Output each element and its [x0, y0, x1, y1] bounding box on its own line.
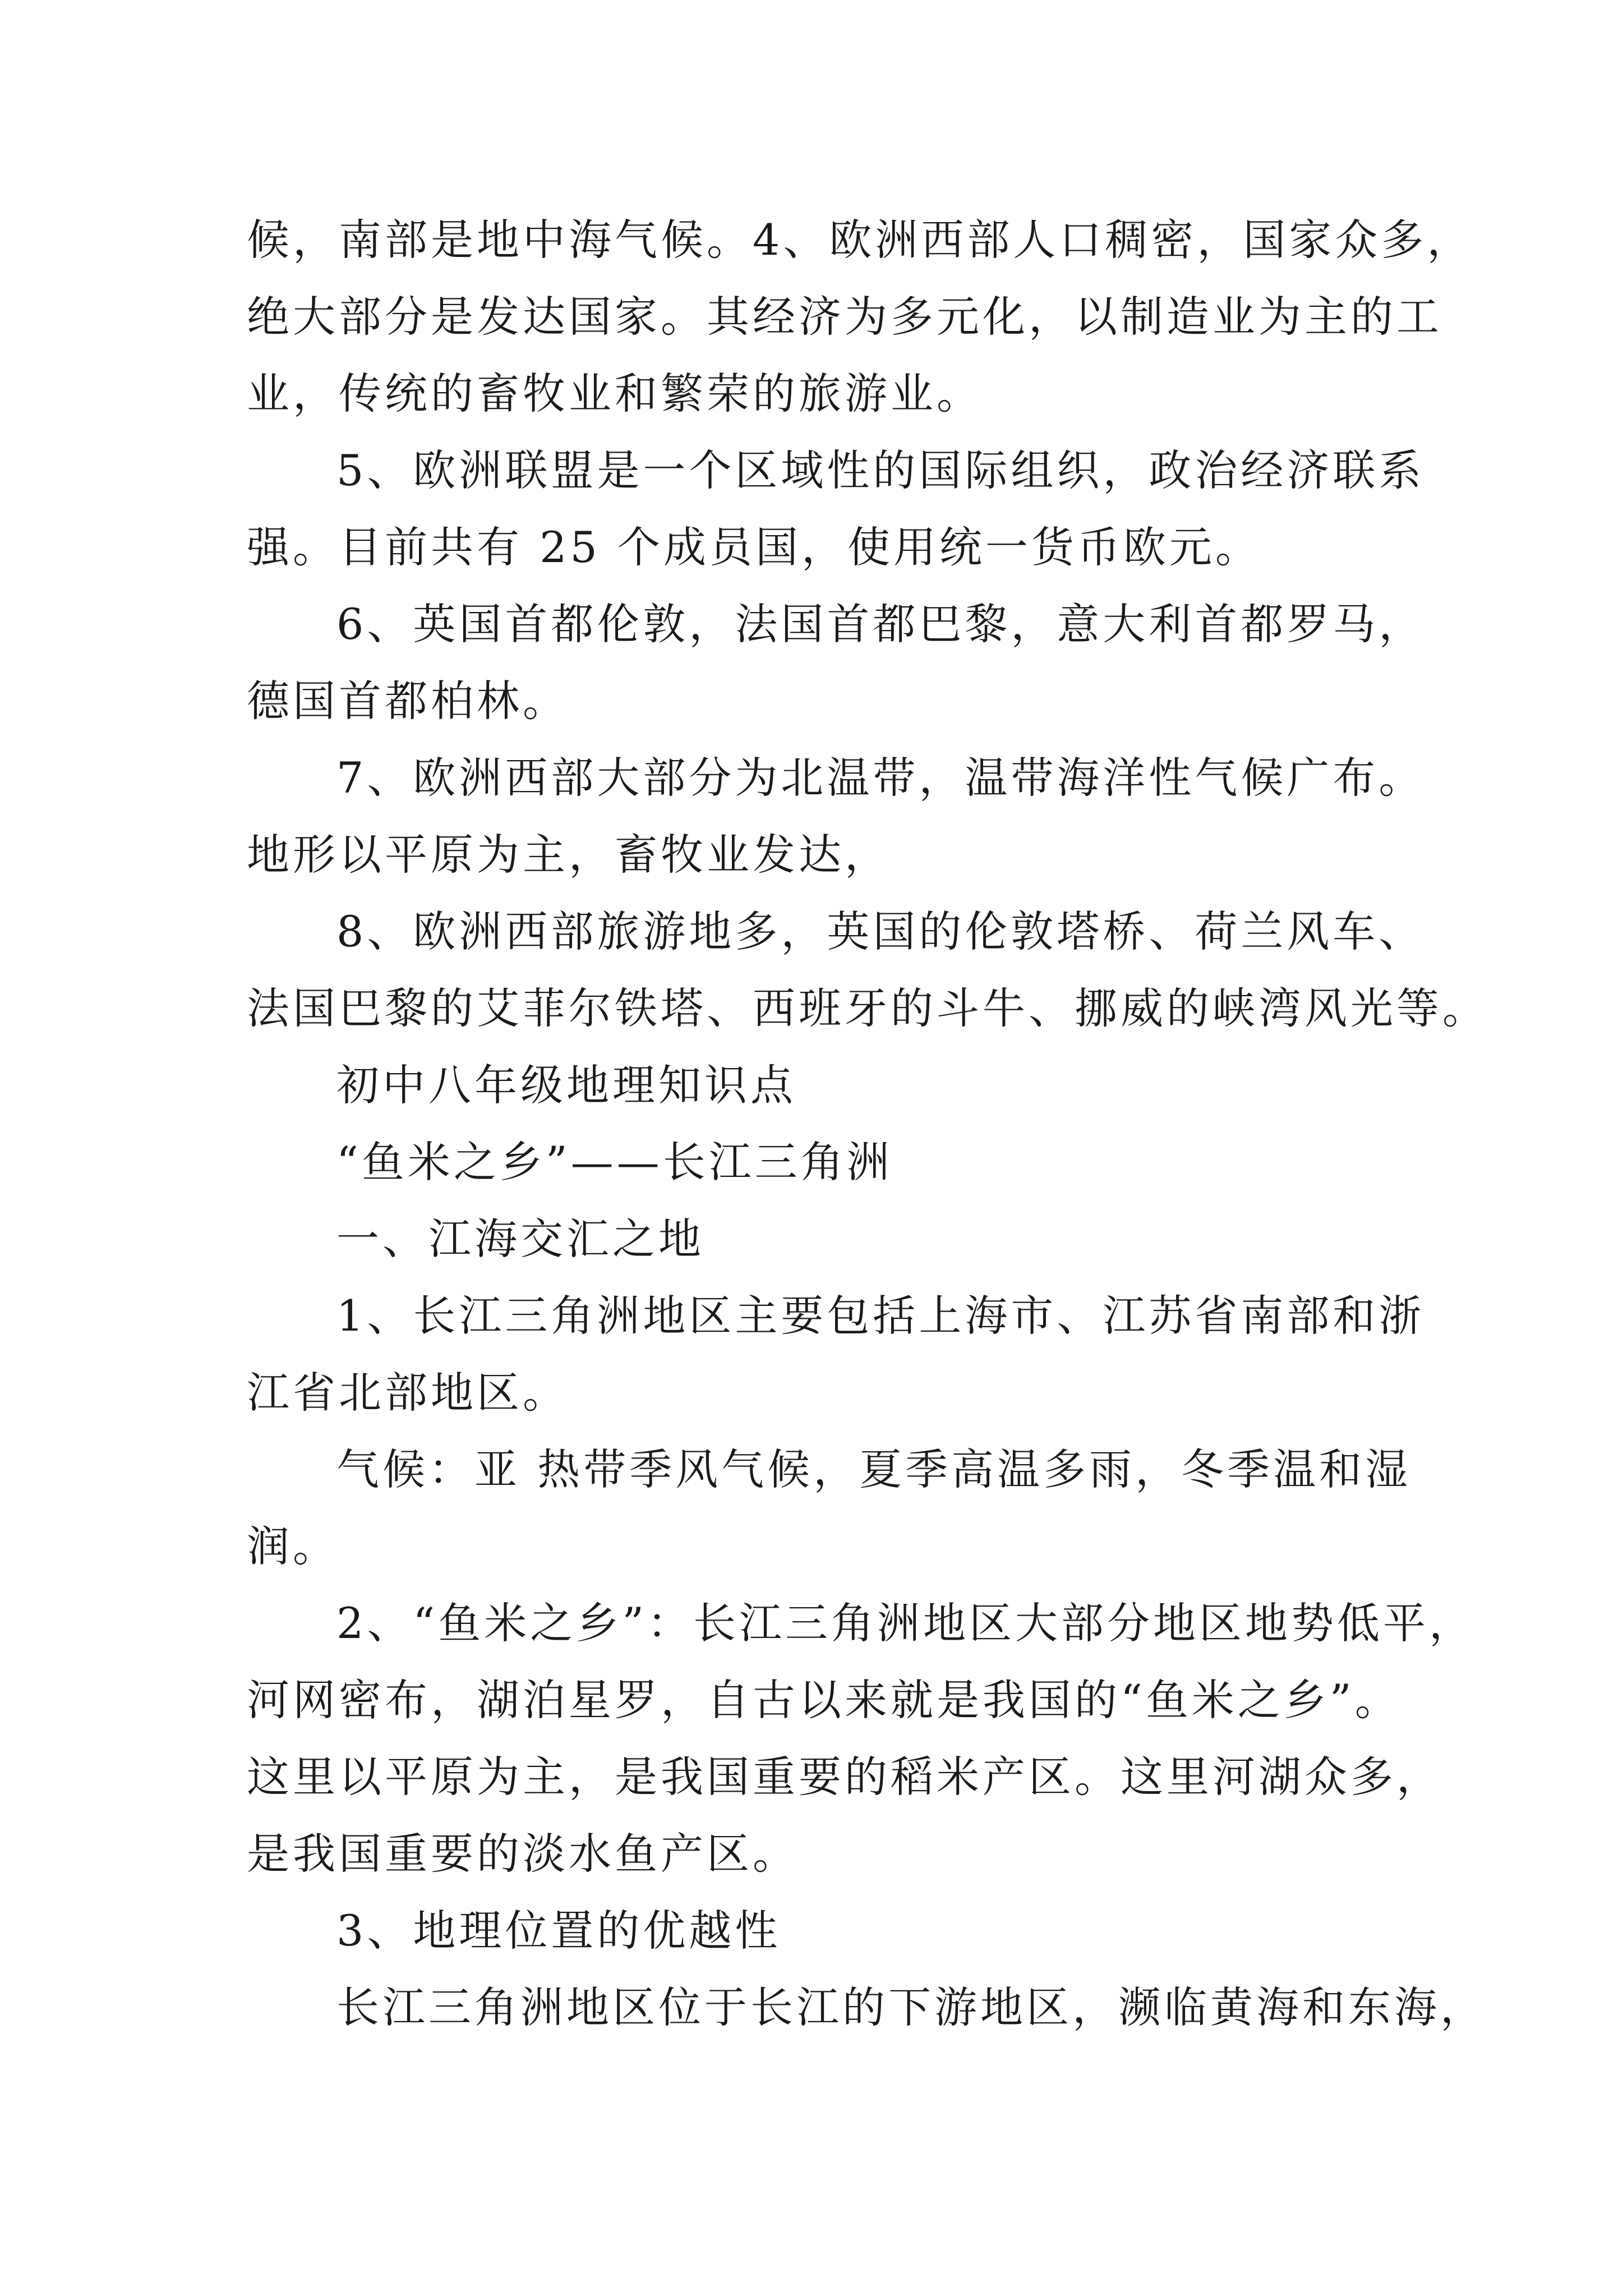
text-line: 江省北部地区。 — [247, 1368, 569, 1418]
text-line: 业，传统的畜牧业和繁荣的旅游业。 — [247, 369, 983, 418]
text-line: 这里以平原为主，是我国重要的稻米产区。这里河湖众多， — [247, 1752, 1442, 1802]
paragraph-first-line: 气候：亚 热带季风气候，夏季高温多雨，冬季温和湿 — [336, 1444, 1412, 1494]
text-line: 地形以平原为主，畜牧业发达， — [247, 830, 891, 880]
paragraph-first-line: 8、欧洲西部旅游地多，英国的伦敦塔桥、荷兰风车、 — [336, 907, 1425, 956]
paragraph-first-line: 6、英国首都伦敦，法国首都巴黎，意大利首都罗马， — [336, 599, 1425, 649]
paragraph-first-line: 2、“鱼米之乡”：长江三角洲地区大部分地区地势低平， — [336, 1598, 1476, 1648]
paragraph-first-line: 5、欧洲联盟是一个区域性的国际组织，政治经济联系 — [336, 445, 1425, 495]
section-subheading: “鱼米之乡”——长江三角洲 — [336, 1137, 893, 1187]
text-line: 润。 — [247, 1521, 339, 1571]
paragraph-first-line: 3、地理位置的优越性 — [336, 1906, 781, 1955]
paragraph-first-line: 7、欧洲西部大部分为北温带，温带海洋性气候广布。 — [336, 753, 1425, 803]
text-line: 绝大部分是发达国家。其经济为多元化，以制造业为主的工 — [247, 292, 1442, 342]
text-line: 是我国重要的淡水鱼产区。 — [247, 1829, 799, 1879]
text-line: 强。目前共有 25 个成员国，使用统一货币欧元。 — [247, 522, 1262, 572]
text-line: 河网密布，湖泊星罗，自古以来就是我国的“鱼米之乡”。 — [247, 1675, 1401, 1725]
paragraph-first-line: 长江三角洲地区位于长江的下游地区，濒临黄海和东海， — [336, 1982, 1486, 2032]
paragraph-first-line: 1、长江三角洲地区主要包括上海市、江苏省南部和浙 — [336, 1291, 1425, 1341]
section-subheading: 一、江海交汇之地 — [336, 1214, 704, 1264]
text-line: 候，南部是地中海气候。4、欧洲西部人口稠密，国家众多， — [247, 215, 1473, 265]
text-line: 德国首都柏林。 — [247, 676, 569, 726]
section-heading: 初中八年级地理知识点 — [336, 1060, 796, 1110]
text-line: 法国巴黎的艾菲尔铁塔、西班牙的斗牛、挪威的峡湾风光等。 — [247, 983, 1488, 1033]
